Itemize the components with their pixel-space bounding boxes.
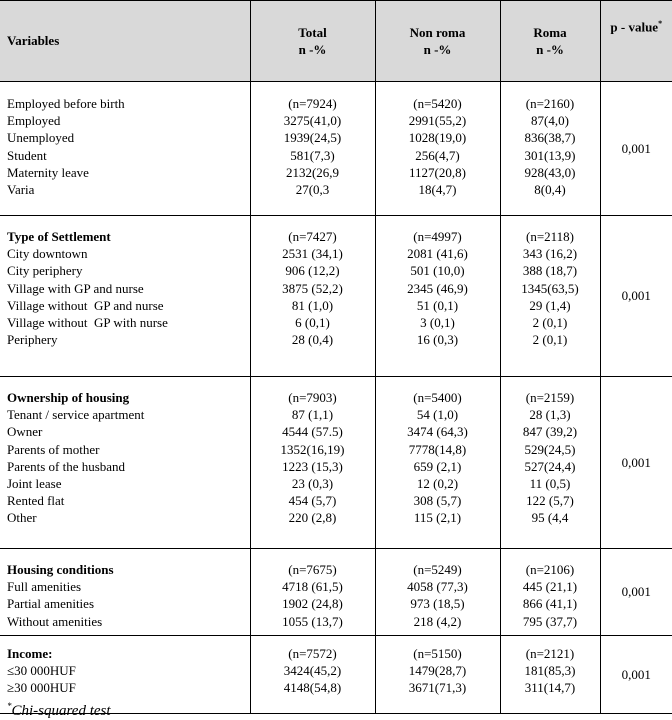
roma-cell-line: 87(4,0) xyxy=(531,113,569,129)
non-roma-cell xyxy=(375,549,500,636)
variable-cell-line: Type of Settlement xyxy=(7,229,111,244)
roma-cell xyxy=(500,377,600,549)
roma-cell-line: 836(38,7) xyxy=(524,130,576,146)
variable-cell-line: Village without GP with nurse xyxy=(7,315,168,331)
roma-cell-line: 445 (21,1) xyxy=(522,579,578,595)
roma-cell xyxy=(500,549,600,636)
non-roma-cell-line: 12 (0,2) xyxy=(416,476,459,492)
header-roma xyxy=(500,1,600,82)
total-cell-line: 27(0,3 xyxy=(295,182,330,198)
total-cell-line: 4544 (57.5) xyxy=(282,424,343,440)
non-roma-cell-line: 3474 (64,3) xyxy=(407,424,468,440)
roma-cell-line: 866 (41,1) xyxy=(522,596,578,612)
total-cell-line: 4718 (61,5) xyxy=(282,579,343,595)
variable-cell-line: Tenant / service apartment xyxy=(7,407,145,423)
variable-cell-line: Employed xyxy=(7,113,61,129)
non-roma-cell xyxy=(375,636,500,714)
variable-cell-line: Full amenities xyxy=(7,579,82,595)
roma-cell-line: (n=2121) xyxy=(525,646,575,661)
non-roma-cell-line: (n=5150) xyxy=(413,646,462,661)
roma-cell-line: (n=2159) xyxy=(525,390,575,405)
total-cell-line: 1939(24,5) xyxy=(283,130,342,146)
total-cell-line: 3275(41,0) xyxy=(283,113,342,129)
total-cell-line: 454 (5,7) xyxy=(288,493,337,509)
total-cell xyxy=(250,377,375,549)
non-roma-cell-line: 18(4,7) xyxy=(418,182,457,198)
variable-cell-line: Owner xyxy=(7,424,43,440)
table-row xyxy=(0,377,672,549)
non-roma-cell-line: 3671(71,3) xyxy=(408,680,467,696)
total-cell-line: (n=7572) xyxy=(288,646,337,661)
total-cell-line: 4148(54,8) xyxy=(283,680,342,696)
total-cell-line: 581(7,3) xyxy=(290,147,335,163)
roma-cell-line: 2 (0,1) xyxy=(532,332,568,348)
total-cell-line: (n=7675) xyxy=(288,562,337,577)
non-roma-cell-line: 659 (2,1) xyxy=(413,458,462,474)
total-cell-line: 23 (0,3) xyxy=(291,476,334,492)
non-roma-cell-line: 218 (4,2) xyxy=(413,613,462,629)
variable-cell-line: Varia xyxy=(7,182,35,198)
header-total-unit: n -% xyxy=(298,42,327,57)
non-roma-cell-line: 2081 (41,6) xyxy=(407,246,468,262)
table-row xyxy=(0,82,672,216)
variable-cell-line: Village without GP and nurse xyxy=(7,297,164,313)
variable-cell-line: Parents of the husband xyxy=(7,458,126,474)
roma-cell-line: 529(24,5) xyxy=(524,441,576,457)
non-roma-cell-line: 1028(19,0) xyxy=(408,130,467,146)
roma-cell-line: 8(0,4) xyxy=(534,182,566,198)
non-roma-cell-line: 308 (5,7) xyxy=(413,493,462,509)
non-roma-cell-line: 54 (1,0) xyxy=(416,407,459,423)
non-roma-cell-line: (n=5400) xyxy=(413,390,462,405)
total-cell-line: 81 (1,0) xyxy=(291,297,334,313)
header-total-label: Total xyxy=(298,24,327,40)
non-roma-cell-line: 51 (0,1) xyxy=(416,297,459,313)
total-cell-line: 1055 (13,7) xyxy=(282,613,343,629)
variable-cell-line: Without amenities xyxy=(7,613,103,629)
header-non-roma-label: Non roma xyxy=(409,24,466,40)
total-cell-line: 906 (12,2) xyxy=(285,263,340,279)
header-variables: Variables xyxy=(0,1,250,82)
roma-cell xyxy=(500,636,600,714)
roma-cell-line: 28 (1,3) xyxy=(529,407,571,423)
total-cell-line: (n=7924) xyxy=(288,96,337,111)
variable-cell xyxy=(0,82,250,216)
non-roma-cell xyxy=(375,216,500,377)
roma-cell-line: 795 (37,7) xyxy=(522,613,578,629)
total-cell-line: 220 (2,8) xyxy=(288,510,337,526)
variable-cell-line: Periphery xyxy=(7,332,58,348)
header-roma-unit: n -% xyxy=(536,42,564,57)
p-value-cell: 0,001 xyxy=(600,549,672,636)
non-roma-cell-line: (n=5420) xyxy=(413,96,462,111)
non-roma-cell-line: 3 (0,1) xyxy=(420,315,455,331)
roma-cell-line: 388 (18,7) xyxy=(522,263,578,279)
variable-cell-line: Village with GP and nurse xyxy=(7,280,144,296)
variable-cell-line: Housing conditions xyxy=(7,562,114,577)
non-roma-cell-line: (n=4997) xyxy=(413,229,462,244)
variable-cell-line: ≥30 000HUF xyxy=(7,680,76,696)
p-value-cell: 0,001 xyxy=(600,377,672,549)
roma-cell xyxy=(500,82,600,216)
total-cell-line: 1223 (15,3) xyxy=(282,458,343,474)
variable-cell xyxy=(0,549,250,636)
header-non-roma-unit: n -% xyxy=(423,42,452,57)
variable-cell-line: Ownership of housing xyxy=(7,390,130,405)
non-roma-cell-line: 1479(28,7) xyxy=(408,663,467,679)
roma-cell-line: 928(43,0) xyxy=(524,164,576,180)
non-roma-cell-line: 4058 (77,3) xyxy=(407,579,468,595)
roma-cell-line: 95 (4,4 xyxy=(531,510,569,526)
footnote-text: Chi-squared test xyxy=(11,703,111,719)
non-roma-cell xyxy=(375,377,500,549)
header-total xyxy=(250,1,375,82)
variable-cell-line: Other xyxy=(7,510,37,526)
total-cell-line: 3875 (52,2) xyxy=(282,280,343,296)
variable-cell-line: Rented flat xyxy=(7,493,65,509)
roma-cell-line: 527(24,4) xyxy=(524,458,576,474)
roma-cell-line: 181(85,3) xyxy=(524,663,576,679)
header-non-roma xyxy=(375,1,500,82)
variable-cell-line: City periphery xyxy=(7,263,83,279)
total-cell xyxy=(250,636,375,714)
total-cell-line: 3424(45,2) xyxy=(283,663,342,679)
footnote xyxy=(7,701,111,720)
non-roma-cell-line: 501 (10,0) xyxy=(410,263,465,279)
variable-cell-line: Unemployed xyxy=(7,130,75,146)
roma-cell-line: 847 (39,2) xyxy=(522,424,578,440)
roma-cell-line: 301(13,9) xyxy=(524,147,576,163)
variable-cell-line: Employed before birth xyxy=(7,96,125,111)
non-roma-cell-line: 973 (18,5) xyxy=(410,596,465,612)
roma-cell-line: 29 (1,4) xyxy=(529,297,571,313)
header-p-marker: * xyxy=(658,19,663,28)
roma-cell-line: 343 (16,2) xyxy=(522,246,578,262)
non-roma-cell-line: 256(4,7) xyxy=(415,147,460,163)
variable-cell-line: Maternity leave xyxy=(7,164,89,180)
total-cell xyxy=(250,82,375,216)
variable-cell-line: Partial amenities xyxy=(7,596,95,612)
total-cell-line: 87 (1,1) xyxy=(291,407,334,423)
roma-cell-line: 11 (0,5) xyxy=(529,476,571,492)
variable-cell xyxy=(0,377,250,549)
header-roma-label: Roma xyxy=(533,24,567,40)
footnote-marker: * xyxy=(7,701,12,711)
non-roma-cell-line: 1127(20,8) xyxy=(409,164,466,180)
non-roma-cell-line: 2991(55,2) xyxy=(408,113,467,129)
p-value-cell: 0,001 xyxy=(600,216,672,377)
total-cell-line: 1352(16,19) xyxy=(280,441,345,457)
total-cell-line: 6 (0,1) xyxy=(295,315,330,331)
p-value-cell: 0,001 xyxy=(600,636,672,714)
roma-cell-line: (n=2106) xyxy=(525,562,575,577)
total-cell-line: 2132(26,9 xyxy=(285,164,340,180)
total-cell-line: (n=7903) xyxy=(288,390,337,405)
roma-cell-line: 2 (0,1) xyxy=(532,315,568,331)
non-roma-cell-line: 115 (2,1) xyxy=(413,510,462,526)
non-roma-cell-line: 2345 (46,9) xyxy=(407,280,468,296)
header-p-value-label: p - value xyxy=(610,19,659,35)
variable-cell xyxy=(0,216,250,377)
variable-cell-line: City downtown xyxy=(7,246,88,262)
roma-cell-line: 122 (5,7) xyxy=(526,493,574,509)
total-cell-line: 28 (0,4) xyxy=(291,332,334,348)
roma-cell xyxy=(500,216,600,377)
roma-cell-line: 311(14,7) xyxy=(524,680,576,696)
total-cell-line: 2531 (34,1) xyxy=(282,246,343,262)
roma-cell-line: (n=2118) xyxy=(525,229,574,244)
variable-cell-line: Parents of mother xyxy=(7,441,100,457)
variable-cell-line: ≤30 000HUF xyxy=(7,663,76,679)
total-cell xyxy=(250,216,375,377)
non-roma-cell-line: 16 (0,3) xyxy=(416,332,459,348)
variable-cell-line: Joint lease xyxy=(7,476,62,492)
roma-cell-line: (n=2160) xyxy=(525,96,575,111)
total-cell-line: 1902 (24,8) xyxy=(282,596,343,612)
total-cell xyxy=(250,549,375,636)
variable-cell-line: Income: xyxy=(7,646,53,661)
header-row xyxy=(0,1,672,82)
non-roma-cell-line: 7778(14,8) xyxy=(408,441,467,457)
non-roma-cell xyxy=(375,82,500,216)
table-row xyxy=(0,549,672,636)
header-p-value xyxy=(600,1,672,82)
variable-cell-line: Student xyxy=(7,147,47,163)
p-value-cell: 0,001 xyxy=(600,82,672,216)
non-roma-cell-line: (n=5249) xyxy=(413,562,462,577)
roma-cell-line: 1345(63,5) xyxy=(521,280,579,296)
total-cell-line: (n=7427) xyxy=(288,229,337,244)
table-row xyxy=(0,216,672,377)
